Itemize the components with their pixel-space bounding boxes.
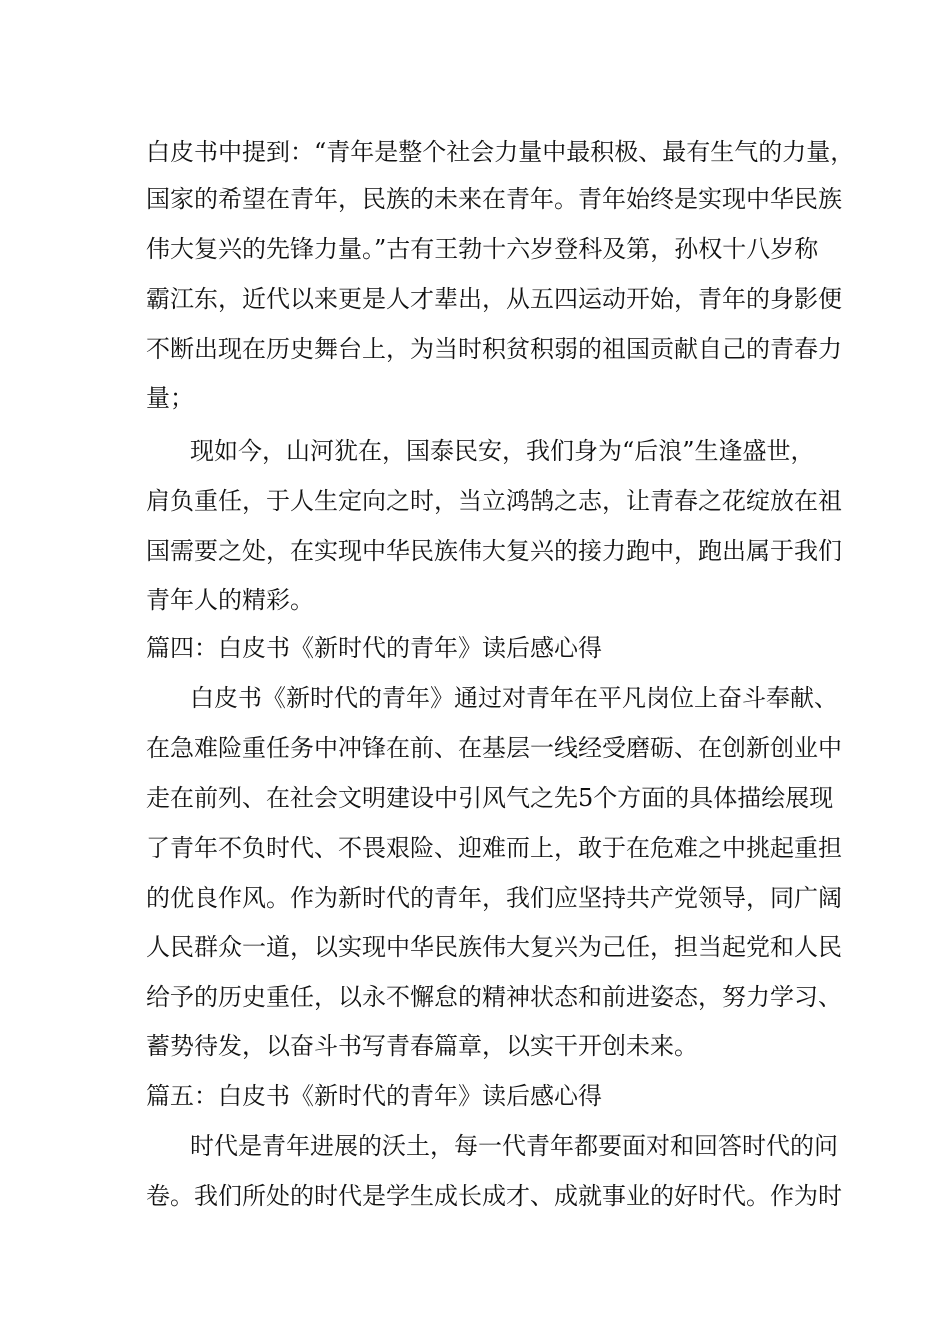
section-heading: 篇四：白皮书《新时代的青年》读后感心得 [146,634,602,662]
text-line: 青年人的精彩。 [146,586,314,614]
text-line: 走在前列、在社会文明建设中引风气之先5个方面的具体描绘展现 [146,784,834,812]
paragraph-first-line: 现如今，山河犹在，国泰民安，我们身为“后浪”生逢盛世， [190,437,815,465]
text-line: 国家的希望在青年，民族的未来在青年。青年始终是实现中华民族 [146,185,842,213]
section-heading: 篇五：白皮书《新时代的青年》读后感心得 [146,1082,602,1110]
text-line: 霸江东，近代以来更是人才辈出，从五四运动开始，青年的身影便 [146,285,842,313]
text-line: 量； [146,384,194,412]
paragraph-first-line: 时代是青年进展的沃土，每一代青年都要面对和回答时代的问 [190,1132,838,1160]
text-line: 人民群众一道，以实现中华民族伟大复兴为己任，担当起党和人民 [146,933,842,961]
text-line: 国需要之处，在实现中华民族伟大复兴的接力跑中，跑出属于我们 [146,537,842,565]
text-line: 给予的历史重任，以永不懈怠的精神状态和前进姿态，努力学习、 [146,983,842,1011]
text-line: 白皮书中提到：“青年是整个社会力量中最积极、最有生气的力量， [146,138,855,166]
text-line: 了青年不负时代、不畏艰险、迎难而上，敢于在危难之中挑起重担 [146,834,842,862]
text-line: 蓄势待发，以奋斗书写青春篇章，以实干开创未来。 [146,1032,698,1060]
text-line: 不断出现在历史舞台上，为当时积贫积弱的祖国贡献自己的青春力 [146,335,842,363]
text-line: 肩负重任，于人生定向之时，当立鸿鹄之志，让青春之花绽放在祖 [146,487,842,515]
text-line: 卷。我们所处的时代是学生成长成才、成就事业的好时代。作为时 [146,1182,842,1210]
text-line: 的优良作风。作为新时代的青年，我们应坚持共产党领导，同广阔 [146,884,842,912]
paragraph-first-line: 白皮书《新时代的青年》通过对青年在平凡岗位上奋斗奉献、 [190,684,838,712]
text-line: 伟大复兴的先锋力量。”古有王勃十六岁登科及第，孙权十八岁称 [146,235,819,263]
text-line: 在急难险重任务中冲锋在前、在基层一线经受磨砺、在创新创业中 [146,734,842,762]
